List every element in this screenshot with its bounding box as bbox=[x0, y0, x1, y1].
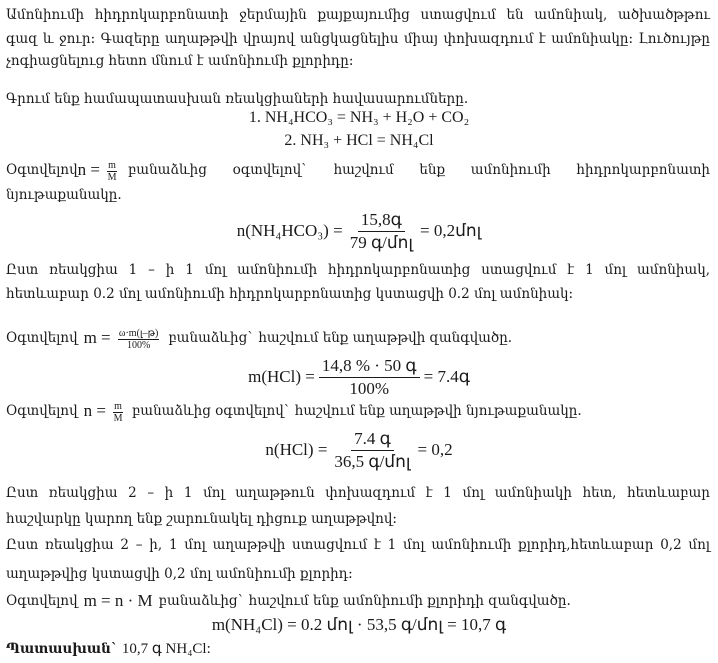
intro-line-2: գազ և ջուր: Գազերը աղաթթվի վրայով անցկացնելիս միայ փոխազդում է ամոնիակը: Լուծույթը bbox=[6, 31, 710, 47]
step4-line bbox=[6, 398, 710, 424]
step5-line-2: հաշվարկը կարող ենք շարունակել դիցուք աղաթթվով: bbox=[6, 511, 397, 527]
step6-prefix: Օգտվելով bbox=[6, 593, 78, 609]
step5-line-4: աղաթթվից կստացվի 0,2 մոլ ամոնիումի քլորիդ: bbox=[6, 566, 353, 582]
step6-equation: m(NH₄Cl) = 0.2 մոլ · 53,5 գ/մոլ = 10,7 գ bbox=[211, 615, 507, 634]
step3-eq-rhs: = 7.4գ bbox=[423, 367, 470, 386]
step6-suffix: բանաձևից` հաշվում ենք ամոնիումի քլորիդի զանգվածը. bbox=[158, 593, 571, 609]
answer-value: 10,7 գ NH₄Cl: bbox=[121, 641, 211, 657]
step1-formula bbox=[78, 157, 120, 183]
step3-eq-num: 14,8 % · 50 գ bbox=[319, 355, 420, 378]
reaction-2: 2. NH₃ + HCl = NH₄Cl bbox=[284, 132, 434, 149]
step3-line bbox=[6, 325, 710, 351]
step1-equation bbox=[0, 206, 718, 256]
step3-suffix: բանաձևից` հաշվում ենք աղաթթվի զանգվածը. bbox=[168, 330, 513, 346]
step1-formula-den: M bbox=[107, 171, 117, 183]
step4-prefix: Օգտվելով bbox=[6, 403, 78, 419]
step1-eq-rhs: = 0,2մոլ bbox=[420, 221, 482, 240]
step3-prefix: Օգտվելով bbox=[6, 330, 78, 346]
step5-line-1: Ըստ ռեակցիա 2 – ի 1 մոլ աղաթթուն փոխազդում է 1 մոլ ամոնիակի հետ, հետևաբար bbox=[6, 485, 710, 501]
answer-label: Պատասխան` bbox=[6, 641, 118, 657]
step4-eq-lhs: n(HCl) = bbox=[265, 440, 328, 459]
intro-line-1: Ամոնիումի հիդրոկարբոնատի ջերմային քայքայումից ստացվում են ամոնիակ, ածխածթթու bbox=[6, 7, 710, 23]
step1-eq-num: 15,8գ bbox=[358, 209, 405, 232]
step4-eq-rhs: = 0,2 bbox=[417, 440, 453, 459]
step4-formula bbox=[84, 398, 126, 424]
step4-formula-den: M bbox=[113, 412, 123, 424]
step3-formula-fraction bbox=[118, 328, 159, 351]
step4-suffix: բանաձևից օգտվելով` հաշվում ենք աղաթթվի նյութաքանակը. bbox=[131, 403, 582, 419]
step2-line-1: Ըստ ռեակցիա 1 – ի 1 մոլ ամոնիումի հիդրոկարբոնատից ստացվում է 1 մոլ ամոնիակ, bbox=[6, 262, 710, 278]
step1-line bbox=[6, 157, 710, 183]
reactions-heading: Գրում ենք համապատասխան ռեակցիաների հավասարումները. bbox=[6, 91, 469, 107]
step3-eq-fraction bbox=[319, 355, 420, 400]
step1-formula-lhs: n = bbox=[77, 160, 100, 179]
step1-eq-den: 79 գ/մոլ bbox=[349, 232, 414, 252]
step3-eq-lhs: m(HCl) = bbox=[248, 367, 315, 386]
step4-formula-fraction bbox=[113, 401, 123, 424]
step1-formula-num: m bbox=[108, 159, 116, 171]
step2-line-2: հետևաբար 0.2 մոլ ամոնիումի հիդրոկարբոնատից կստացվի 0.2 մոլ ամոնիակ: bbox=[6, 286, 574, 302]
step4-eq-den: 36,5 գ/մոլ bbox=[334, 451, 411, 471]
step1-prefix: Օգտվելով bbox=[6, 162, 78, 178]
step1-formula-fraction bbox=[107, 160, 117, 183]
step4-equation bbox=[0, 424, 718, 476]
answer-line bbox=[6, 636, 710, 662]
step3-formula bbox=[84, 325, 163, 351]
step4-formula-lhs: n = bbox=[83, 401, 106, 420]
step6-line bbox=[6, 588, 710, 614]
step1-suffix: բանաձևից օգտվելով` հաշվում ենք ամոնիումի հիդրոկարբոնատի bbox=[127, 162, 710, 178]
step6-formula: m = n · M bbox=[83, 591, 153, 610]
intro-line-3: չոգիացնելուց հետո մնում է ամոնիումի քլորիդը: bbox=[6, 53, 354, 69]
step4-eq-num: 7.4 գ bbox=[351, 428, 394, 451]
step1-eq-fraction bbox=[347, 209, 416, 254]
reaction-1: 1. NH₄HCO₃ = NH₃ + H₂O + CO₂ bbox=[248, 109, 470, 126]
step1-line-2: նյութաքանակը. bbox=[6, 187, 122, 203]
step3-formula-lhs: m = bbox=[83, 328, 111, 347]
step4-eq-fraction bbox=[331, 428, 413, 473]
step4-formula-num: m bbox=[114, 400, 122, 412]
step5-line-3: Ըստ ռեակցիա 2 – ի, 1 մոլ աղաթթվի ստացվում է 1 մոլ ամոնիումի քլորիդ,հետևաբար 0,2 մոլ bbox=[6, 537, 710, 553]
step1-eq-lhs: n(NH₄HCO₃) = bbox=[236, 221, 343, 240]
step3-eq-den: 100% bbox=[349, 378, 390, 398]
step3-formula-num: ω·m(լ–թ) bbox=[118, 327, 159, 339]
step3-equation bbox=[0, 352, 718, 402]
step3-formula-den: 100% bbox=[126, 339, 151, 351]
